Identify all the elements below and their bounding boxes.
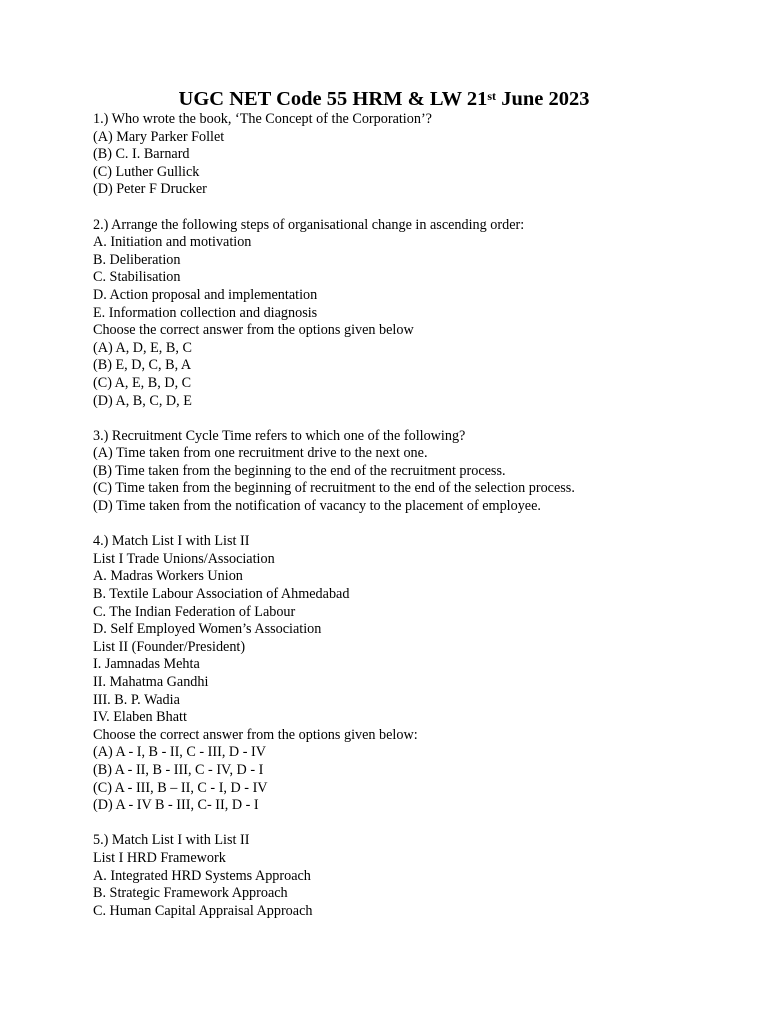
- question-line: IV. Elaben Bhatt: [93, 709, 187, 726]
- question-stem: 2.) Arrange the following steps of organisational change in ascending order:: [93, 216, 525, 233]
- question-line: B. Strategic Framework Approach: [93, 885, 288, 902]
- question-line: (C) A - III, B – II, C - I, D - IV: [93, 779, 268, 796]
- question-line: (A) A - I, B - II, C - III, D - IV: [93, 744, 266, 761]
- question-line: List I Trade Unions/Association: [93, 550, 275, 567]
- question-line: C. Human Capital Appraisal Approach: [93, 902, 313, 919]
- question-line: B. Textile Labour Association of Ahmedabad: [93, 586, 350, 603]
- question-line: (C) A, E, B, D, C: [93, 374, 192, 391]
- question-spacer: [93, 410, 753, 428]
- question-line: D. Action proposal and implementation: [93, 286, 318, 303]
- question-line: (C) Luther Gullick: [93, 163, 200, 180]
- question-line: (B) C. I. Barnard: [93, 146, 190, 163]
- question-stem: 1.) Who wrote the book, ‘The Concept of the Corporation’?: [93, 111, 432, 127]
- question-line: B. Deliberation: [93, 251, 181, 268]
- question-5: [93, 832, 753, 920]
- title-superscript: st: [487, 89, 497, 103]
- question-line: A. Initiation and motivation: [93, 234, 252, 251]
- question-line: (D) A - IV B - III, C- II, D - I: [93, 797, 259, 814]
- question-line: II. Mahatma Gandhi: [93, 674, 209, 690]
- question-line: (B) Time taken from the beginning to the end of the recruitment process.: [93, 462, 506, 479]
- question-line: (A) Time taken from one recruitment drive to the next one.: [93, 445, 428, 462]
- question-stem: 4.) Match List I with List II: [93, 533, 250, 550]
- question-3: [93, 428, 753, 516]
- question-line: C. Stabilisation: [93, 269, 181, 286]
- title-tail: June 2023: [496, 88, 590, 110]
- question-line: E. Information collection and diagnosis: [93, 304, 318, 321]
- question-line: III. B. P. Wadia: [93, 691, 180, 708]
- question-4: [93, 533, 753, 815]
- question-stem: 3.) Recruitment Cycle Time refers to which one of the following?: [93, 427, 466, 444]
- question-stem: 5.) Match List I with List II: [93, 832, 250, 849]
- question-list: [93, 111, 753, 920]
- title-main: UGC NET Code 55 HRM & LW 21: [178, 88, 488, 110]
- question-line: (D) Peter F Drucker: [93, 181, 207, 198]
- question-line: (D) Time taken from the notification of vacancy to the placement of employee.: [93, 498, 541, 515]
- question-line: I. Jamnadas Mehta: [93, 656, 200, 673]
- question-line: (C) Time taken from the beginning of recruitment to the end of the selection process.: [93, 480, 575, 497]
- question-line: C. The Indian Federation of Labour: [93, 603, 296, 620]
- question-line: (D) A, B, C, D, E: [93, 392, 192, 409]
- question-line: A. Madras Workers Union: [93, 568, 243, 585]
- question-line: (A) A, D, E, B, C: [93, 339, 192, 356]
- question-line: (B) A - II, B - III, C - IV, D - I: [93, 761, 264, 778]
- question-line: Choose the correct answer from the options given below: [93, 322, 414, 339]
- question-spacer: [93, 516, 753, 534]
- question-1: [93, 111, 753, 199]
- question-spacer: [93, 199, 753, 217]
- question-line: A. Integrated HRD Systems Approach: [93, 867, 311, 884]
- question-2: [93, 217, 753, 411]
- question-line: (A) Mary Parker Follet: [93, 128, 225, 145]
- question-line: (B) E, D, C, B, A: [93, 357, 192, 374]
- question-spacer: [93, 815, 753, 833]
- page-title: [0, 86, 768, 112]
- question-line: List I HRD Framework: [93, 849, 226, 866]
- question-line: D. Self Employed Women’s Association: [93, 621, 322, 638]
- question-line: Choose the correct answer from the options given below:: [93, 726, 418, 743]
- question-line: List II (Founder/President): [93, 638, 246, 655]
